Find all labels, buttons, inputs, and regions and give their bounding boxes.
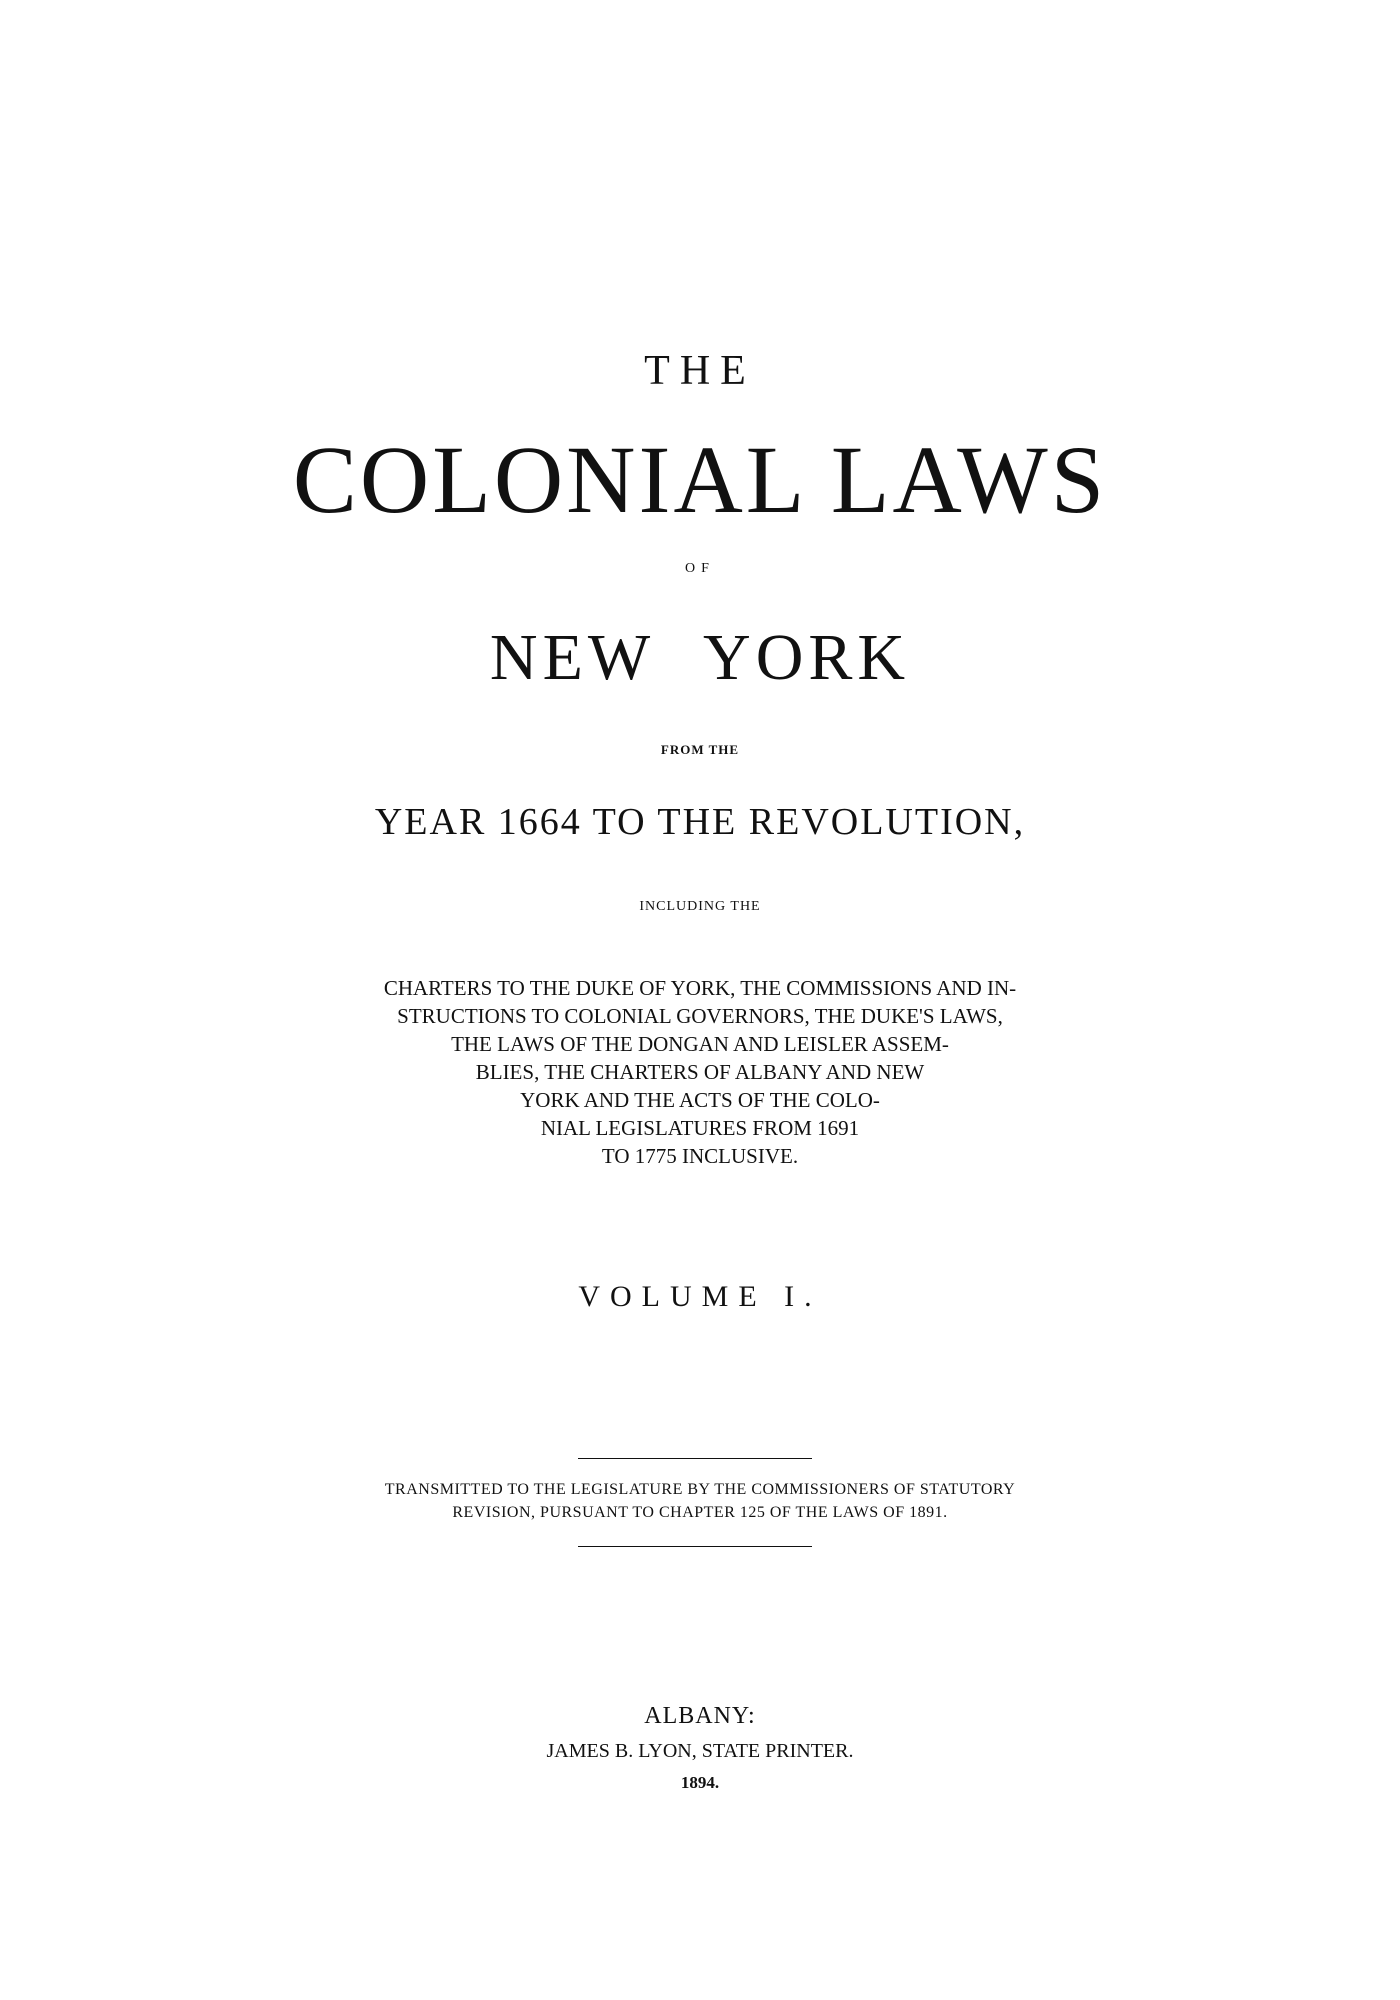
contents-line: THE LAWS OF THE DONGAN AND LEISLER ASSEM- bbox=[451, 1032, 949, 1056]
imprint-printer: JAMES B. LYON, STATE PRINTER. bbox=[546, 1740, 854, 1762]
contents-line: YORK AND THE ACTS OF THE COLO- bbox=[520, 1088, 880, 1112]
title-main: COLONIAL LAWS bbox=[292, 426, 1108, 533]
divider-rule-top bbox=[578, 1458, 812, 1459]
title-the: THE bbox=[644, 348, 756, 394]
imprint-year: 1894. bbox=[680, 1773, 720, 1792]
contents-line: NIAL LEGISLATURES FROM 1691 bbox=[540, 1116, 860, 1140]
title-place: NEW YORK bbox=[489, 621, 911, 694]
period-heading: YEAR 1664 TO THE REVOLUTION, bbox=[374, 801, 1026, 843]
divider-rule-bottom bbox=[578, 1546, 812, 1547]
contents-line: CHARTERS TO THE DUKE OF YORK, THE COMMISSIONS AND IN- bbox=[383, 976, 1017, 1000]
transmittal-line: TRANSMITTED TO THE LEGISLATURE BY THE COMMISSIONERS OF STATUTORY bbox=[384, 1481, 1016, 1498]
title-of: OF bbox=[685, 561, 715, 576]
volume-label: VOLUME I. bbox=[578, 1280, 822, 1313]
contents-line: TO 1775 INCLUSIVE. bbox=[601, 1144, 799, 1168]
transmittal-line: REVISION, PURSUANT TO CHAPTER 125 OF THE LAWS OF 1891. bbox=[452, 1504, 948, 1521]
contents-description bbox=[0, 974, 1400, 1170]
contents-line: STRUCTIONS TO COLONIAL GOVERNORS, THE DUKE'S LAWS, bbox=[397, 1004, 1003, 1028]
transmittal-note bbox=[0, 1478, 1400, 1524]
from-the-label: FROM THE bbox=[660, 742, 740, 757]
including-the-label: INCLUDING THE bbox=[639, 899, 761, 914]
contents-line: BLIES, THE CHARTERS OF ALBANY AND NEW bbox=[475, 1060, 925, 1084]
imprint-place: ALBANY: bbox=[644, 1703, 756, 1729]
